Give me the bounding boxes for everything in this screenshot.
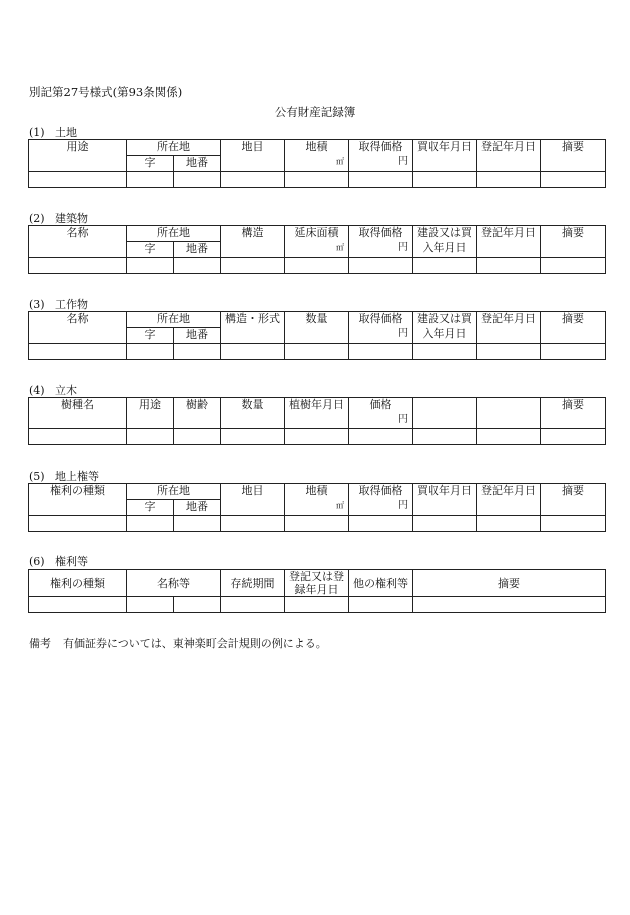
col-header: 名称 bbox=[29, 226, 127, 258]
remarks-note bbox=[29, 635, 327, 651]
unit-label: ㎡ bbox=[336, 157, 344, 166]
page-title: 公有財産記録簿 bbox=[274, 105, 356, 119]
remarks-text: 有価証券については、東神楽町会計規則の例による。 bbox=[63, 637, 327, 650]
col-header: 用途 bbox=[127, 398, 174, 429]
section-heading-structure bbox=[29, 296, 88, 312]
unit-label: 円 bbox=[398, 242, 408, 253]
col-header: 他の権利等 bbox=[349, 570, 413, 597]
col-header: 登記年月日 bbox=[477, 140, 541, 172]
section-heading-trees bbox=[29, 382, 77, 398]
col-header: 数量 bbox=[285, 312, 349, 344]
col-header: 権利の種類 bbox=[29, 570, 127, 597]
table-row bbox=[29, 597, 606, 613]
unit-label: ㎡ bbox=[336, 243, 344, 252]
col-header: 地番 bbox=[174, 242, 221, 258]
section-heading-building bbox=[29, 210, 88, 226]
col-header: 字 bbox=[127, 156, 174, 172]
rights-table bbox=[28, 569, 606, 613]
col-header: 字 bbox=[127, 328, 174, 344]
section-number: (2) bbox=[29, 212, 45, 225]
col-header: 所在地 bbox=[127, 140, 221, 156]
col-header: 地番 bbox=[174, 328, 221, 344]
section-title: 立木 bbox=[55, 384, 77, 397]
col-header: 樹齢 bbox=[174, 398, 221, 429]
col-header: 建設又は買 入年月日 bbox=[413, 226, 477, 258]
section-title: 地上権等 bbox=[55, 470, 99, 483]
table-row bbox=[29, 258, 606, 274]
col-header: 登記年月日 bbox=[477, 312, 541, 344]
col-header: 摘要 bbox=[413, 570, 606, 597]
section-heading-rights bbox=[29, 553, 88, 569]
col-header: 登記年月日 bbox=[477, 484, 541, 516]
col-header: 地積 ㎡ bbox=[285, 484, 349, 516]
table-row bbox=[29, 516, 606, 532]
col-header: 字 bbox=[127, 500, 174, 516]
col-header: 所在地 bbox=[127, 484, 221, 500]
unit-label: ㎡ bbox=[336, 501, 344, 510]
col-header: 所在地 bbox=[127, 226, 221, 242]
table-row bbox=[29, 429, 606, 445]
unit-label: 円 bbox=[398, 328, 408, 339]
col-header: 摘要 bbox=[541, 140, 606, 172]
surface-rights-table bbox=[28, 483, 606, 532]
col-header: 取得価格 円 bbox=[349, 484, 413, 516]
section-title: 建築物 bbox=[55, 212, 88, 225]
unit-label: 円 bbox=[398, 500, 408, 511]
section-heading-surface-rights bbox=[29, 468, 99, 484]
col-header: 登記年月日 bbox=[477, 226, 541, 258]
structure-table bbox=[28, 311, 606, 360]
col-header: 価格 円 bbox=[349, 398, 413, 429]
section-number: (1) bbox=[29, 126, 45, 139]
col-header: 権利の種類 bbox=[29, 484, 127, 516]
col-header: 名称等 bbox=[127, 570, 221, 597]
table-row bbox=[29, 344, 606, 360]
section-title: 土地 bbox=[55, 126, 77, 139]
trees-table bbox=[28, 397, 606, 445]
col-header: 摘要 bbox=[541, 226, 606, 258]
col-header: 所在地 bbox=[127, 312, 221, 328]
col-header: 用途 bbox=[29, 140, 127, 172]
col-header: 買収年月日 bbox=[413, 484, 477, 516]
col-header: 買収年月日 bbox=[413, 140, 477, 172]
col-header: 樹種名 bbox=[29, 398, 127, 429]
col-header: 地番 bbox=[174, 156, 221, 172]
col-header: 摘要 bbox=[541, 484, 606, 516]
col-header: 数量 bbox=[221, 398, 285, 429]
section-heading-land bbox=[29, 124, 77, 140]
col-header: 摘要 bbox=[541, 398, 606, 429]
section-title: 権利等 bbox=[55, 555, 88, 568]
col-header: 構造・形式 bbox=[221, 312, 285, 344]
form-number: 別記第27号様式(第93条関係) bbox=[29, 85, 183, 99]
building-table bbox=[28, 225, 606, 274]
col-header: 構造 bbox=[221, 226, 285, 258]
col-header: 登記又は登 録年月日 bbox=[285, 570, 349, 597]
section-number: (5) bbox=[29, 470, 45, 483]
col-header bbox=[477, 398, 541, 429]
col-header: 延床面積 ㎡ bbox=[285, 226, 349, 258]
col-header: 字 bbox=[127, 242, 174, 258]
col-header: 取得価格 円 bbox=[349, 312, 413, 344]
unit-label: 円 bbox=[398, 156, 408, 167]
col-header: 名称 bbox=[29, 312, 127, 344]
col-header: 取得価格 円 bbox=[349, 140, 413, 172]
col-header: 存続期間 bbox=[221, 570, 285, 597]
table-row bbox=[29, 172, 606, 188]
unit-label: 円 bbox=[398, 414, 408, 425]
col-header: 地目 bbox=[221, 140, 285, 172]
col-header: 建設又は買 入年月日 bbox=[413, 312, 477, 344]
section-number: (6) bbox=[29, 555, 45, 568]
section-title: 工作物 bbox=[55, 298, 88, 311]
section-number: (4) bbox=[29, 384, 45, 397]
col-header: 地目 bbox=[221, 484, 285, 516]
land-table bbox=[28, 139, 606, 188]
col-header: 摘要 bbox=[541, 312, 606, 344]
col-header: 地積 ㎡ bbox=[285, 140, 349, 172]
col-header: 植樹年月日 bbox=[285, 398, 349, 429]
col-header bbox=[413, 398, 477, 429]
col-header: 取得価格 円 bbox=[349, 226, 413, 258]
col-header: 地番 bbox=[174, 500, 221, 516]
section-number: (3) bbox=[29, 298, 45, 311]
remarks-label: 備考 bbox=[29, 637, 51, 650]
